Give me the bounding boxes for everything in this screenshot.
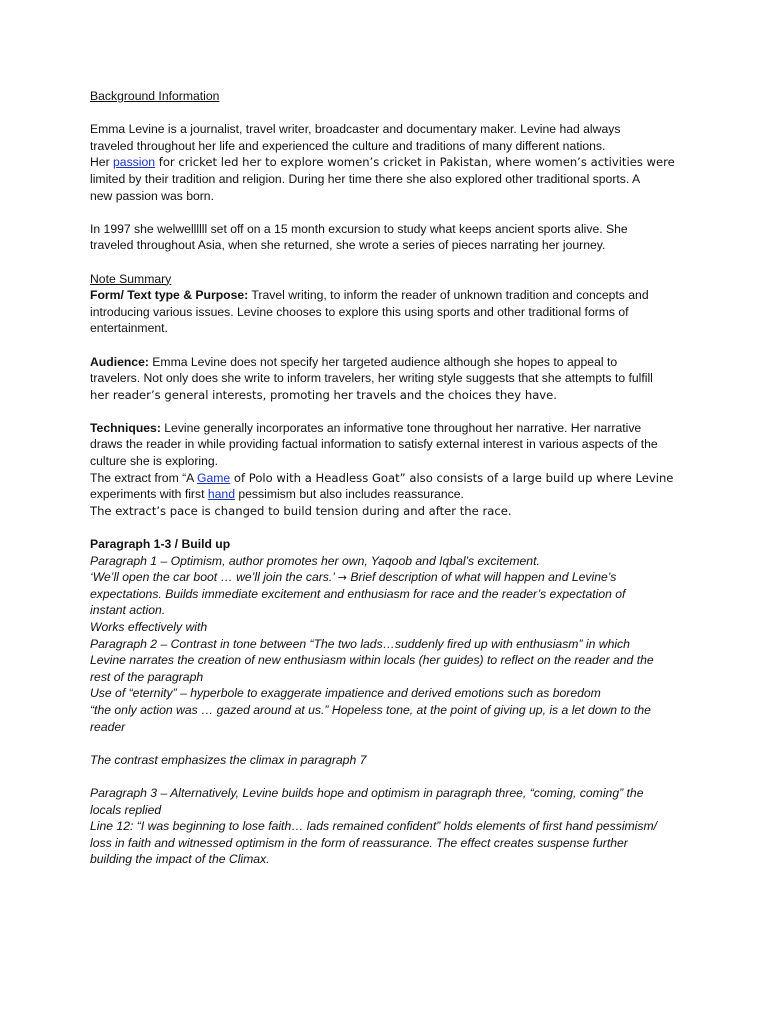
spacer: [90, 204, 690, 221]
analysis-line-10: “the only action was … gazed around at us.” Hopeless tone, at the point of giving up, is a let down to the: [90, 702, 651, 717]
form-line-3: entertainment.: [90, 321, 168, 336]
hand-link[interactable]: hand: [207, 487, 235, 502]
spacer: [90, 337, 690, 354]
audience-line-1: [90, 354, 690, 371]
analysis-line-8: rest of the paragraph: [90, 669, 204, 684]
spacer: [90, 105, 690, 122]
intro-line-5: new passion was born.: [90, 188, 214, 203]
analysis-line-15: Line 12: “I was beginning to lose faith… lads remained confident” holds elements of first hand pessimism/: [90, 819, 658, 834]
techniques-label: Techniques:: [90, 420, 161, 435]
techniques-line-4: [90, 470, 690, 487]
form-line-1: [90, 287, 690, 304]
analysis-line-12: The contrast emphasizes the climax in paragraph 7: [90, 752, 367, 767]
techniques-line-5-post: pessimism but also includes reassurance.: [234, 487, 464, 502]
analysis-line-5: Works effectively with: [90, 620, 208, 634]
intro-line-3-pre: Her: [90, 155, 114, 170]
audience-text-1: Emma Levine does not specify her targeted audience although she hopes to appeal to: [148, 354, 618, 369]
analysis-line-2-pre: ‘We’ll open the car boot … we’ll join the cars.’: [90, 570, 338, 585]
techniques-line-2: draws the reader in while providing factual information to satisfy external interest in various aspects of the: [90, 437, 658, 452]
intro-line-3: [90, 154, 690, 171]
passion-link[interactable]: passion: [113, 155, 156, 170]
analysis-line-9: Use of “eternity” – hyperbole to exaggerate impatience and derived emotions such as boredom: [90, 686, 601, 701]
form-text-1: Travel writing, to inform the reader of unknown tradition and concepts and: [248, 288, 649, 303]
spacer: [90, 403, 690, 420]
analysis-line-6: Paragraph 2 – Contrast in tone between “The two lads…suddenly fired up with enthusiasm” in which: [90, 636, 630, 651]
techniques-text-1: Levine generally incorporates an informative tone throughout her narrative. Her narrative: [160, 420, 642, 435]
form-line-2: introducing various issues. Levine chooses to explore this using sports and other traditional forms of: [90, 304, 629, 319]
analysis-line-3: expectations. Builds immediate excitement and enthusiasm for race and the reader’s expectation of: [90, 586, 626, 601]
analysis-line-16: loss in faith and witnessed optimism in the form of reassurance. The effect creates suspense further: [90, 835, 628, 850]
game-link[interactable]: Game: [197, 470, 231, 485]
spacer: [90, 768, 690, 785]
spacer: [90, 519, 690, 536]
note-summary-heading: Note Summary: [90, 271, 172, 286]
analysis-line-2: [90, 569, 690, 586]
audience-line-3: her reader’s general interests, promoting her travels and the choices they have.: [90, 387, 557, 402]
analysis-line-7: Levine narrates the creation of new enthusiasm within locals (her guides) to reflect on the reader and the: [90, 653, 654, 668]
document-page: [90, 88, 690, 868]
audience-label: Audience:: [90, 354, 149, 369]
analysis-line-2-post: Brief description of what will happen and Levine’s: [346, 570, 617, 585]
techniques-line-1: [90, 420, 690, 437]
techniques-line-5: [90, 486, 690, 503]
intro-line-1: Emma Levine is a journalist, travel writer, broadcaster and documentary maker. Levine had always: [90, 122, 621, 137]
excursion-line-2: traveled throughout Asia, when she returned, she wrote a series of pieces narrating her journey.: [90, 238, 606, 253]
techniques-line-4-post: of Polo with a Headless Goat” also consists of a large build up where Levine: [230, 470, 674, 485]
analysis-line-17: building the impact of the Climax.: [90, 852, 270, 867]
spacer: [90, 254, 690, 271]
analysis-line-1: Paragraph 1 – Optimism, author promotes her own, Yaqoob and Iqbal’s excitement.: [90, 553, 540, 568]
spacer: [90, 735, 690, 752]
right-arrow-icon: →: [337, 571, 347, 585]
techniques-line-5-pre: experiments with first: [90, 487, 208, 502]
audience-line-2: travelers. Not only does she write to inform travelers, her writing style suggests that she attempts to fulfill: [90, 371, 653, 386]
techniques-line-6: The extract’s pace is changed to build tension during and after the race.: [90, 503, 512, 518]
background-heading: Background Information: [90, 89, 220, 103]
analysis-line-14: locals replied: [90, 802, 162, 817]
intro-line-4: limited by their tradition and religion. During her time there she also explored other traditional sports. A: [90, 171, 641, 186]
excursion-line-1: In 1997 she welwellllll set off on a 15 month excursion to study what keeps ancient sports alive. She: [90, 221, 628, 236]
techniques-line-3: culture she is exploring.: [90, 454, 219, 469]
analysis-line-13: Paragraph 3 – Alternatively, Levine builds hope and optimism in paragraph three, “coming, coming” the: [90, 785, 644, 800]
analysis-line-4: instant action.: [90, 603, 166, 618]
form-label: Form/ Text type & Purpose:: [90, 288, 249, 303]
techniques-line-4-pre: The extract from “A: [90, 470, 198, 485]
analysis-line-11: reader: [90, 719, 126, 734]
paragraph-heading: Paragraph 1-3 / Build up: [90, 537, 231, 552]
intro-line-2: traveled throughout her life and experienced the culture and traditions of many different nations.: [90, 138, 606, 153]
intro-line-3-post: for cricket led her to explore women’s cricket in Pakistan, where women’s activities were: [155, 155, 675, 170]
